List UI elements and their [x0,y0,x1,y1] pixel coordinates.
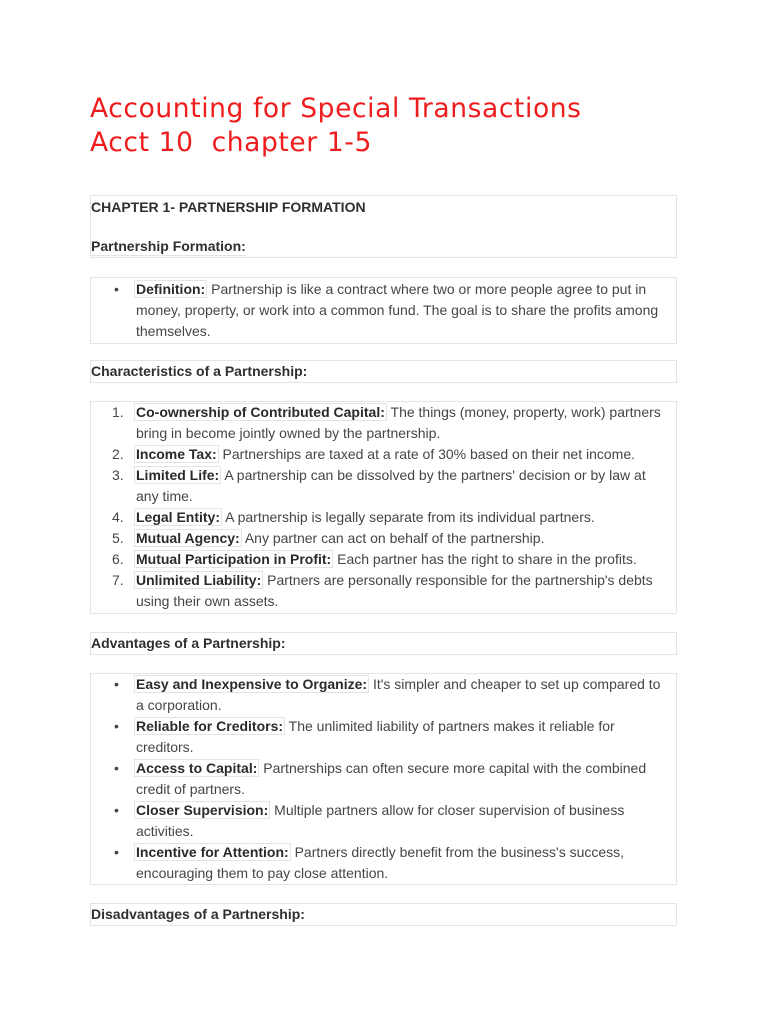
list-item-term: Incentive for Attention: [136,844,289,860]
list-item [90,800,677,842]
list-item-text: Partnerships are taxed at a rate of 30% based on their net income. [218,446,636,462]
list-item-text: The things (money, property, work) partners bring in become jointly owned by the partnership. [136,404,661,441]
list-item [90,402,677,444]
list-item-text: Partnership is like a contract where two or more people agree to put in money, property, or work into a common fund. The goal is to share the profits among themselves. [136,281,659,339]
list-item-term: Mutual Agency: [136,530,240,546]
list-item-text: Partnerships can often secure more capital with the combined credit of partners. [136,760,647,797]
advantages-list [90,674,677,884]
title-line-2: Acct 10 chapter 1-5 [90,127,372,158]
bullet-icon: • [114,844,119,860]
list-item-term: Legal Entity: [136,509,221,525]
formation-heading: Partnership Formation: [91,238,246,254]
list-item [90,570,677,612]
list-item-number: 3. [112,467,124,483]
list-item [90,528,677,549]
list-item [90,279,677,342]
disadvantages-heading: Disadvantages of a Partnership: [91,906,305,922]
characteristics-heading: Characteristics of a Partnership: [91,363,308,379]
list-item [90,674,677,716]
list-item [90,716,677,758]
advantages-heading: Advantages of a Partnership: [91,635,286,651]
list-item-term: Co-ownership of Contributed Capital: [136,404,385,420]
list-item-number: 1. [112,404,124,420]
list-item-term: Definition: [136,281,206,297]
list-item-term: Reliable for Creditors: [136,718,284,734]
list-item-term: Income Tax: [136,446,217,462]
list-item-text: Any partner can act on behalf of the partnership. [241,530,545,546]
list-item-number: 6. [112,551,124,567]
list-item-term: Mutual Participation in Profit: [136,551,332,567]
bullet-icon: • [114,760,119,776]
list-item-text: Multiple partners allow for closer supervision of business activities. [136,802,625,839]
bullet-icon: • [114,718,119,734]
list-item [90,758,677,800]
list-item-number: 5. [112,530,124,546]
list-item-term: Unlimited Liability: [136,572,262,588]
list-item-number: 2. [112,446,124,462]
characteristics-list [90,402,677,612]
document-title [90,92,582,160]
list-item-number: 4. [112,509,124,525]
list-item-text: Partners are personally responsible for the partnership's debts using their own assets. [136,572,653,609]
list-item-term: Access to Capital: [136,760,258,776]
list-item-text: It's simpler and cheaper to set up compared to a corporation. [136,676,661,713]
list-item [90,549,677,570]
list-item-text: A partnership is legally separate from its individual partners. [222,509,595,525]
list-item-text: A partnership can be dissolved by the partners' decision or by law at any time. [136,467,646,504]
list-item-term: Closer Supervision: [136,802,269,818]
list-item-text: The unlimited liability of partners makes it reliable for creditors. [136,718,615,755]
formation-list [90,279,677,342]
title-line-1: Accounting for Special Transactions [90,93,582,124]
list-item-term: Easy and Inexpensive to Organize: [136,676,368,692]
list-item [90,444,677,465]
chapter-heading: CHAPTER 1- PARTNERSHIP FORMATION [91,199,366,215]
list-item-number: 7. [112,572,124,588]
list-item-text: Partners directly benefit from the business's success, encouraging them to pay close attention. [136,844,625,881]
list-item-term: Limited Life: [136,467,220,483]
list-item [90,842,677,884]
list-item-text: Each partner has the right to share in the profits. [333,551,637,567]
bullet-icon: • [114,676,119,692]
bullet-icon: • [114,281,119,297]
list-item [90,465,677,507]
bullet-icon: • [114,802,119,818]
list-item [90,507,677,528]
